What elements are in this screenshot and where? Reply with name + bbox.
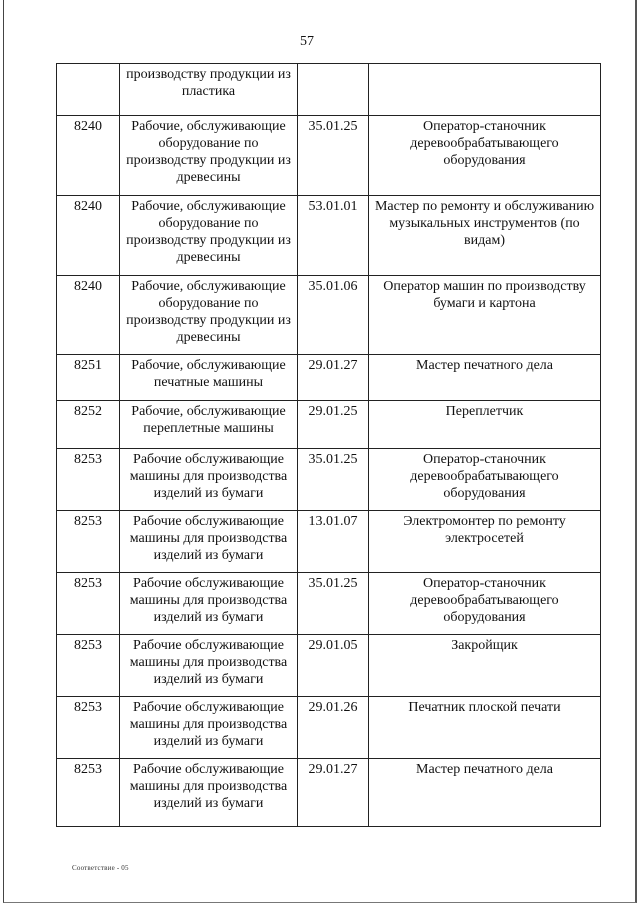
profession-cell <box>369 64 601 116</box>
group-cell: Рабочие, обслуживающие печатные машины <box>120 355 298 401</box>
profession-cell: Электромонтер по ремонту электросетей <box>369 511 601 573</box>
okso-code-cell <box>298 64 369 116</box>
group-cell: производству продукции из пластика <box>120 64 298 116</box>
profession-cell: Оператор машин по производству бумаги и картона <box>369 276 601 355</box>
okso-code-cell: 35.01.25 <box>298 116 369 196</box>
okso-code-cell: 35.01.06 <box>298 276 369 355</box>
profession-cell: Мастер печатного дела <box>369 759 601 827</box>
okso-code-cell: 29.01.26 <box>298 697 369 759</box>
code-cell: 8253 <box>57 511 120 573</box>
okso-code-cell: 29.01.05 <box>298 635 369 697</box>
code-cell: 8253 <box>57 697 120 759</box>
table-row <box>57 635 601 697</box>
code-cell: 8253 <box>57 573 120 635</box>
profession-cell: Мастер по ремонту и обслуживанию музыкальных инструментов (по видам) <box>369 196 601 276</box>
code-cell: 8251 <box>57 355 120 401</box>
group-cell: Рабочие, обслуживающие оборудование по производству продукции из древесины <box>120 116 298 196</box>
professions-table <box>56 63 601 827</box>
okso-code-cell: 35.01.25 <box>298 449 369 511</box>
group-cell: Рабочие обслуживающие машины для производства изделий из бумаги <box>120 759 298 827</box>
group-cell: Рабочие, обслуживающие оборудование по производству продукции из древесины <box>120 276 298 355</box>
okso-code-cell: 29.01.27 <box>298 759 369 827</box>
code-cell: 8253 <box>57 449 120 511</box>
profession-cell: Переплетчик <box>369 401 601 449</box>
group-cell: Рабочие обслуживающие машины для производства изделий из бумаги <box>120 697 298 759</box>
group-cell: Рабочие, обслуживающие оборудование по производству продукции из древесины <box>120 196 298 276</box>
group-cell: Рабочие обслуживающие машины для производства изделий из бумаги <box>120 449 298 511</box>
profession-cell: Печатник плоской печати <box>369 697 601 759</box>
code-cell: 8252 <box>57 401 120 449</box>
profession-cell: Оператор-станочник деревообрабатывающего оборудования <box>369 449 601 511</box>
table-row <box>57 116 601 196</box>
table-row <box>57 401 601 449</box>
profession-cell: Оператор-станочник деревообрабатывающего оборудования <box>369 573 601 635</box>
group-cell: Рабочие обслуживающие машины для производства изделий из бумаги <box>120 511 298 573</box>
okso-code-cell: 29.01.27 <box>298 355 369 401</box>
okso-code-cell: 13.01.07 <box>298 511 369 573</box>
profession-cell: Мастер печатного дела <box>369 355 601 401</box>
code-cell: 8240 <box>57 196 120 276</box>
code-cell <box>57 64 120 116</box>
table-row <box>57 573 601 635</box>
table-row <box>57 196 601 276</box>
code-cell: 8253 <box>57 635 120 697</box>
table-row <box>57 759 601 827</box>
code-cell: 8240 <box>57 116 120 196</box>
okso-code-cell: 53.01.01 <box>298 196 369 276</box>
code-cell: 8253 <box>57 759 120 827</box>
group-cell: Рабочие обслуживающие машины для производства изделий из бумаги <box>120 635 298 697</box>
profession-cell: Закройщик <box>369 635 601 697</box>
table-row <box>57 276 601 355</box>
okso-code-cell: 29.01.25 <box>298 401 369 449</box>
table-body <box>57 64 601 827</box>
table-row <box>57 697 601 759</box>
table-row <box>57 511 601 573</box>
table-row <box>57 64 601 116</box>
footer-note: Соответствие - 05 <box>72 864 129 872</box>
okso-code-cell: 35.01.25 <box>298 573 369 635</box>
group-cell: Рабочие обслуживающие машины для производства изделий из бумаги <box>120 573 298 635</box>
table-row <box>57 355 601 401</box>
profession-cell: Оператор-станочник деревообрабатывающего оборудования <box>369 116 601 196</box>
page-number: 57 <box>300 34 314 49</box>
table-row <box>57 449 601 511</box>
code-cell: 8240 <box>57 276 120 355</box>
group-cell: Рабочие, обслуживающие переплетные машины <box>120 401 298 449</box>
